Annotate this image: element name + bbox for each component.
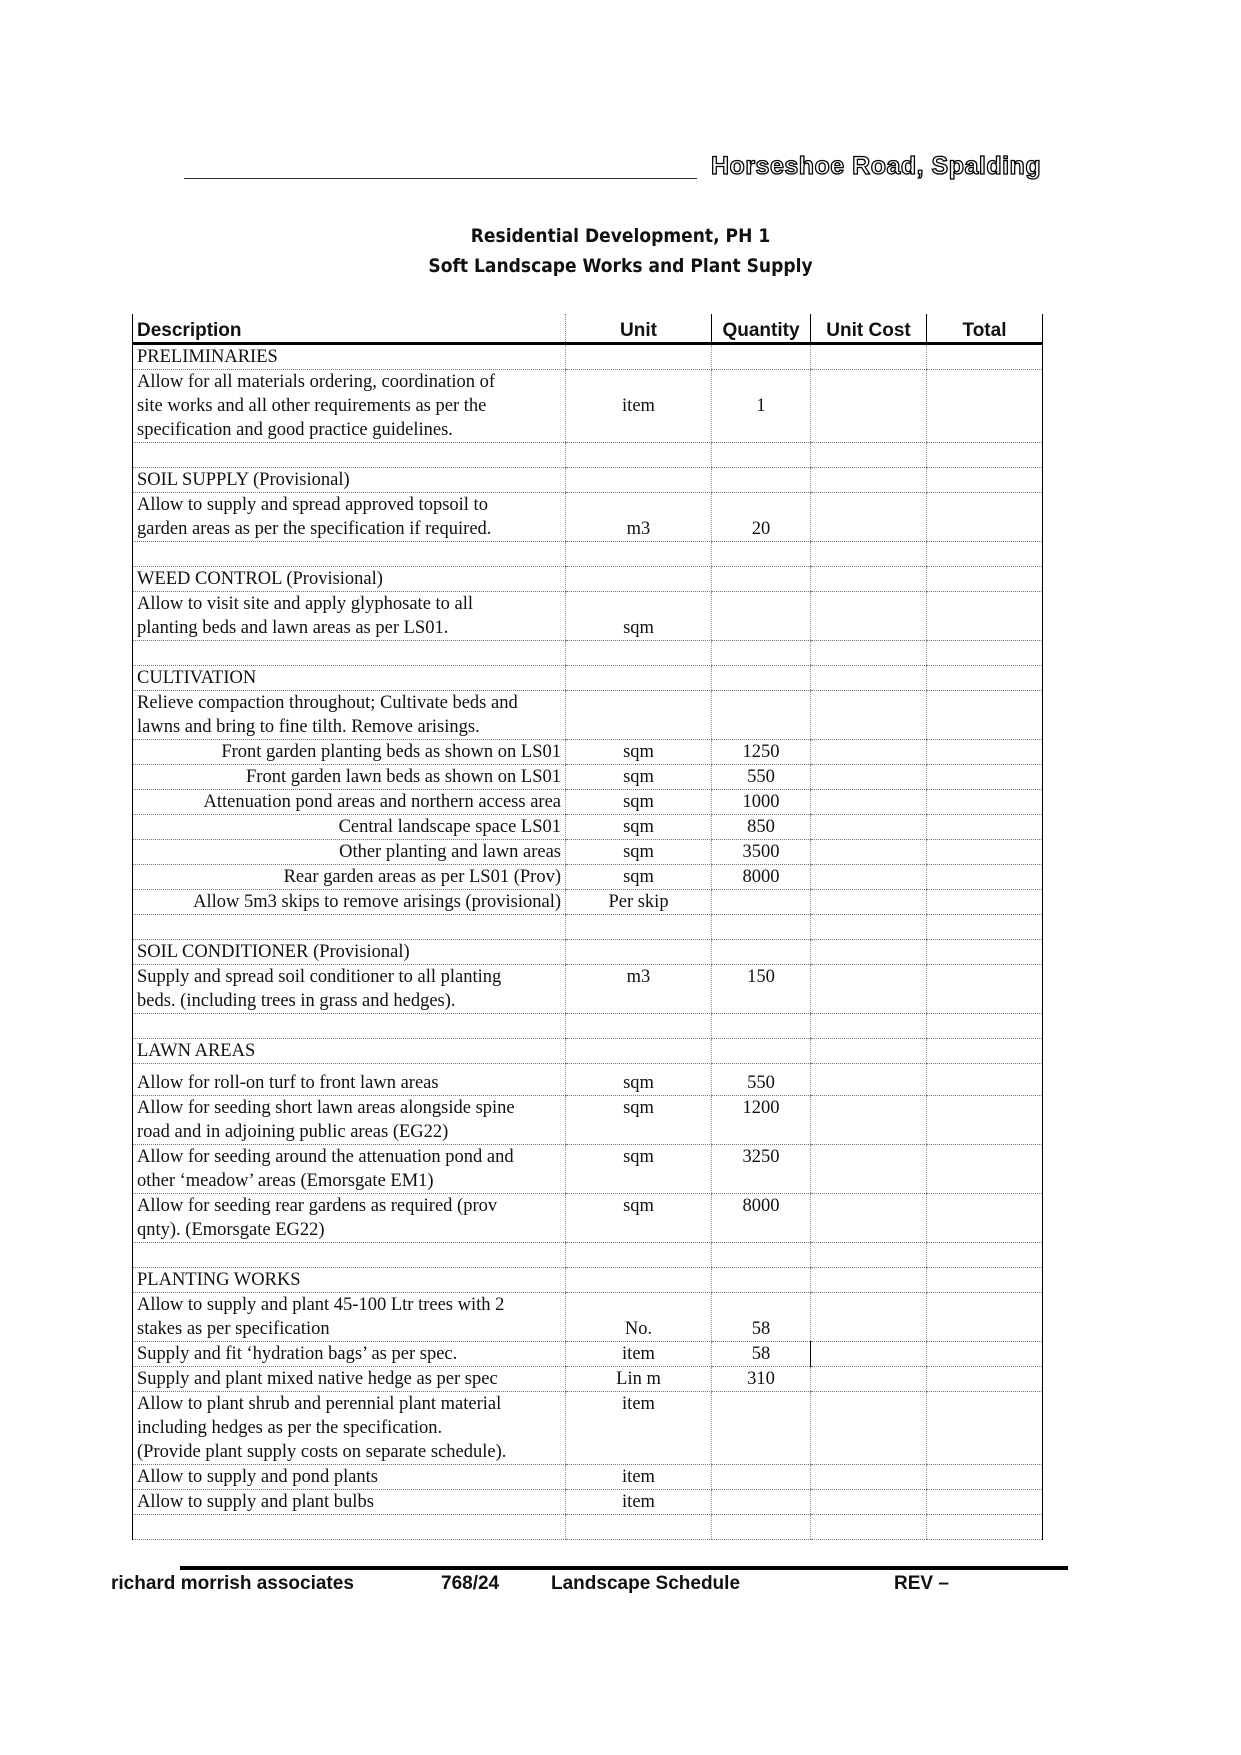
item-quantity: [712, 915, 811, 940]
item-unit-cost: [811, 443, 927, 468]
table-row: [133, 815, 1043, 840]
footer-document-name: Landscape Schedule: [551, 1573, 741, 1594]
table-row: [133, 965, 1043, 1014]
item-quantity: 8000: [712, 865, 811, 890]
item-quantity: [712, 1515, 811, 1540]
table-row: [133, 890, 1043, 915]
item-unit-cost: [811, 666, 927, 691]
item-quantity: [712, 468, 811, 493]
item-description: Allow to visit site and apply glyphosate to all planting beds and lawn areas as per LS01.: [133, 592, 566, 641]
item-total: [927, 840, 1043, 865]
item-total: [927, 1268, 1043, 1293]
table-header-row: [133, 314, 1043, 344]
item-total: [927, 493, 1043, 542]
item-quantity: [712, 1014, 811, 1039]
item-quantity: 150: [712, 965, 811, 1014]
item-total: [927, 691, 1043, 740]
item-quantity: 8000: [712, 1194, 811, 1243]
table-row: [133, 1367, 1043, 1392]
table-row: [133, 370, 1043, 443]
item-unit: [566, 940, 712, 965]
table-row: [133, 1465, 1043, 1490]
item-total: [927, 666, 1043, 691]
item-unit: sqm: [566, 765, 712, 790]
item-unit-cost: [811, 965, 927, 1014]
item-description: Allow for seeding short lawn areas alongside spine road and in adjoining public areas (EG22): [133, 1096, 566, 1145]
item-description: CULTIVATION: [133, 666, 566, 691]
item-description: Supply and fit ‘hydration bags’ as per spec.: [133, 1342, 566, 1367]
item-description: LAWN AREAS: [133, 1039, 566, 1064]
item-unit-cost: [811, 890, 927, 915]
item-total: [927, 1342, 1043, 1367]
item-unit-cost: [811, 915, 927, 940]
item-total: [927, 567, 1043, 592]
item-unit-cost: [811, 840, 927, 865]
table-row: [133, 1342, 1043, 1367]
blank-row: [133, 542, 1043, 567]
footer-job-number: 768/24: [441, 1573, 500, 1594]
table-row: [133, 666, 1043, 691]
item-total: [927, 740, 1043, 765]
item-description: Allow for seeding rear gardens as required (prov qnty). (Emorsgate EG22): [133, 1194, 566, 1243]
item-description: Allow to supply and pond plants: [133, 1465, 566, 1490]
item-unit-cost: [811, 1145, 927, 1194]
item-unit: sqm: [566, 840, 712, 865]
item-unit-cost: [811, 1515, 927, 1540]
table-row: [133, 740, 1043, 765]
item-total: [927, 370, 1043, 443]
item-description: WEED CONTROL (Provisional): [133, 567, 566, 592]
item-description: Allow to plant shrub and perennial plant material including hedges as per the specification. (Provide plant supply costs on separate schedule).: [133, 1392, 566, 1465]
item-description: PRELIMINARIES: [133, 344, 566, 370]
item-quantity: [712, 1243, 811, 1268]
item-unit: sqm: [566, 740, 712, 765]
item-total: [927, 965, 1043, 1014]
item-description: Front garden planting beds as shown on LS01: [133, 740, 566, 765]
item-unit: sqm: [566, 815, 712, 840]
item-description: [133, 1515, 566, 1540]
document-subtitle: Soft Landscape Works and Plant Supply: [428, 255, 813, 277]
item-quantity: 550: [712, 765, 811, 790]
item-quantity: [712, 1392, 811, 1465]
table-row: [133, 840, 1043, 865]
item-unit: sqm: [566, 1064, 712, 1096]
item-unit-cost: [811, 493, 927, 542]
item-total: [927, 815, 1043, 840]
item-description: [133, 915, 566, 940]
table-row: [133, 1194, 1043, 1243]
item-quantity: [712, 567, 811, 592]
item-unit: [566, 691, 712, 740]
item-quantity: [712, 641, 811, 666]
item-quantity: [712, 1039, 811, 1064]
item-unit-cost: [811, 1392, 927, 1465]
item-unit-cost: [811, 691, 927, 740]
table-row: [133, 940, 1043, 965]
item-unit-cost: [811, 815, 927, 840]
table-row: [133, 865, 1043, 890]
blank-row: [133, 1014, 1043, 1039]
item-unit-cost: [811, 592, 927, 641]
item-unit: sqm: [566, 1145, 712, 1194]
table-row: [133, 468, 1043, 493]
item-total: [927, 940, 1043, 965]
item-unit: [566, 666, 712, 691]
item-unit: item: [566, 1490, 712, 1515]
table-row: [133, 691, 1043, 740]
item-unit: sqm: [566, 1096, 712, 1145]
item-unit: [566, 468, 712, 493]
item-total: [927, 890, 1043, 915]
item-unit: m3: [566, 493, 712, 542]
item-unit-cost: [811, 1367, 927, 1392]
item-quantity: [712, 1465, 811, 1490]
table-row: [133, 567, 1043, 592]
item-unit-cost: [811, 740, 927, 765]
item-quantity: 310: [712, 1367, 811, 1392]
item-unit-cost: [811, 542, 927, 567]
table-row: [133, 1096, 1043, 1145]
item-total: [927, 1465, 1043, 1490]
item-unit: [566, 1243, 712, 1268]
item-quantity: 58: [712, 1293, 811, 1342]
item-unit-cost: [811, 567, 927, 592]
item-quantity: 1250: [712, 740, 811, 765]
table-row: [133, 1268, 1043, 1293]
item-quantity: [712, 890, 811, 915]
item-unit-cost: [811, 1268, 927, 1293]
footer-revision: REV –: [894, 1573, 949, 1594]
item-quantity: 58: [712, 1342, 811, 1367]
item-total: [927, 1515, 1043, 1540]
header-rule: [184, 178, 697, 179]
footer-company: richard morrish associates: [111, 1573, 354, 1594]
item-quantity: [712, 940, 811, 965]
table-row: [133, 790, 1043, 815]
item-total: [927, 1392, 1043, 1465]
item-description: Allow to supply and spread approved topsoil to garden areas as per the specification if required.: [133, 493, 566, 542]
item-unit: [566, 1039, 712, 1064]
item-unit-cost: [811, 344, 927, 370]
item-description: Supply and spread soil conditioner to all planting beds. (including trees in grass and hedges).: [133, 965, 566, 1014]
item-unit-cost: [811, 765, 927, 790]
item-total: [927, 1014, 1043, 1039]
item-description: SOIL SUPPLY (Provisional): [133, 468, 566, 493]
table-row: [133, 1064, 1043, 1096]
item-unit-cost: [811, 1014, 927, 1039]
item-total: [927, 1293, 1043, 1342]
item-total: [927, 1064, 1043, 1096]
item-description: Supply and plant mixed native hedge as per spec: [133, 1367, 566, 1392]
item-quantity: [712, 542, 811, 567]
item-total: [927, 1096, 1043, 1145]
table-row: [133, 765, 1043, 790]
item-unit: sqm: [566, 592, 712, 641]
item-unit: [566, 1268, 712, 1293]
blank-row: [133, 1243, 1043, 1268]
item-description: Allow for all materials ordering, coordination of site works and all other requirements as per the specification and good practice guidelines.: [133, 370, 566, 443]
item-unit: [566, 542, 712, 567]
item-unit-cost: [811, 1243, 927, 1268]
item-unit-cost: [811, 865, 927, 890]
item-unit-cost: [811, 790, 927, 815]
item-unit: sqm: [566, 865, 712, 890]
item-total: [927, 443, 1043, 468]
item-total: [927, 344, 1043, 370]
item-description: [133, 443, 566, 468]
table-row: [133, 1392, 1043, 1465]
item-total: [927, 542, 1043, 567]
item-unit: item: [566, 1392, 712, 1465]
item-unit-cost: [811, 1490, 927, 1515]
blank-row: [133, 915, 1043, 940]
item-unit: Lin m: [566, 1367, 712, 1392]
item-unit: sqm: [566, 1194, 712, 1243]
item-total: [927, 1490, 1043, 1515]
item-total: [927, 641, 1043, 666]
item-description: Other planting and lawn areas: [133, 840, 566, 865]
item-unit-cost: [811, 370, 927, 443]
item-quantity: [712, 1490, 811, 1515]
item-description: Allow to supply and plant bulbs: [133, 1490, 566, 1515]
item-unit: item: [566, 1465, 712, 1490]
column-header-description: Description: [133, 314, 566, 344]
item-total: [927, 468, 1043, 493]
column-header-unit: Unit: [566, 314, 712, 344]
item-quantity: 1000: [712, 790, 811, 815]
item-description: Allow for seeding around the attenuation pond and other ‘meadow’ areas (Emorsgate EM1): [133, 1145, 566, 1194]
item-total: [927, 1039, 1043, 1064]
item-unit: No.: [566, 1293, 712, 1342]
item-unit: item: [566, 370, 712, 443]
site-name: Horseshoe Road, Spalding: [711, 152, 1042, 180]
item-unit: item: [566, 1342, 712, 1367]
item-unit: [566, 915, 712, 940]
item-quantity: 550: [712, 1064, 811, 1096]
table-row: [133, 1039, 1043, 1064]
item-description: Relieve compaction throughout; Cultivate beds and lawns and bring to fine tilth. Remove arisings.: [133, 691, 566, 740]
item-total: [927, 865, 1043, 890]
item-unit-cost: [811, 468, 927, 493]
item-description: [133, 1014, 566, 1039]
table-row: [133, 344, 1043, 370]
document-title: Residential Development, PH 1: [470, 225, 771, 247]
column-header-quantity: Quantity: [712, 314, 811, 344]
item-total: [927, 1194, 1043, 1243]
blank-row: [133, 641, 1043, 666]
item-description: Allow 5m3 skips to remove arisings (provisional): [133, 890, 566, 915]
item-quantity: 850: [712, 815, 811, 840]
column-header-unit-cost: Unit Cost: [811, 314, 927, 344]
item-unit: [566, 1014, 712, 1039]
item-description: Front garden lawn beds as shown on LS01: [133, 765, 566, 790]
item-total: [927, 592, 1043, 641]
item-unit: [566, 567, 712, 592]
item-quantity: [712, 666, 811, 691]
blank-row: [133, 443, 1043, 468]
item-unit-cost: [811, 1039, 927, 1064]
item-description: [133, 641, 566, 666]
item-unit: [566, 443, 712, 468]
item-description: Allow to supply and plant 45-100 Ltr trees with 2 stakes as per specification: [133, 1293, 566, 1342]
item-quantity: 3250: [712, 1145, 811, 1194]
item-total: [927, 1243, 1043, 1268]
table-row: [133, 1145, 1043, 1194]
table-row: [133, 1490, 1043, 1515]
item-unit-cost: [811, 940, 927, 965]
table-row: [133, 493, 1043, 542]
item-unit-cost: [811, 1465, 927, 1490]
item-unit: sqm: [566, 790, 712, 815]
item-quantity: [712, 592, 811, 641]
item-description: SOIL CONDITIONER (Provisional): [133, 940, 566, 965]
item-total: [927, 1367, 1043, 1392]
item-unit: m3: [566, 965, 712, 1014]
item-quantity: [712, 691, 811, 740]
item-description: [133, 1243, 566, 1268]
item-unit-cost: [811, 641, 927, 666]
item-description: Central landscape space LS01: [133, 815, 566, 840]
footer-rule: [180, 1566, 1068, 1570]
column-header-total: Total: [927, 314, 1043, 344]
item-quantity: 1: [712, 370, 811, 443]
item-description: Allow for roll-on turf to front lawn areas: [133, 1064, 566, 1096]
item-quantity: [712, 1268, 811, 1293]
item-quantity: 1200: [712, 1096, 811, 1145]
item-unit-cost: [811, 1293, 927, 1342]
item-total: [927, 765, 1043, 790]
item-unit-cost: [811, 1096, 927, 1145]
item-description: Rear garden areas as per LS01 (Prov): [133, 865, 566, 890]
item-unit: Per skip: [566, 890, 712, 915]
item-unit: [566, 641, 712, 666]
item-quantity: 3500: [712, 840, 811, 865]
blank-row: [133, 1515, 1043, 1540]
item-total: [927, 790, 1043, 815]
item-unit-cost: [811, 1064, 927, 1096]
item-quantity: [712, 443, 811, 468]
item-total: [927, 915, 1043, 940]
table-row: [133, 1293, 1043, 1342]
table-row: [133, 592, 1043, 641]
item-description: Attenuation pond areas and northern access area: [133, 790, 566, 815]
item-total: [927, 1145, 1043, 1194]
item-quantity: 20: [712, 493, 811, 542]
item-unit: [566, 1515, 712, 1540]
item-description: [133, 542, 566, 567]
item-description: PLANTING WORKS: [133, 1268, 566, 1293]
item-quantity: [712, 344, 811, 370]
schedule-table: [132, 314, 1043, 1540]
item-unit-cost: [811, 1194, 927, 1243]
item-unit-cost: [811, 1342, 927, 1367]
item-unit: [566, 344, 712, 370]
